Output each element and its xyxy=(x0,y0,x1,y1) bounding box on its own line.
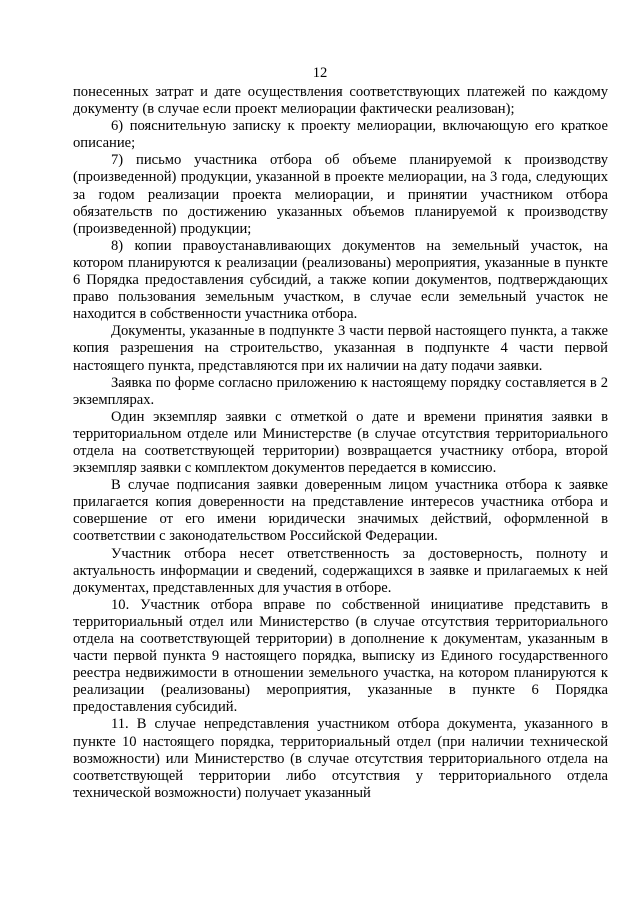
paragraph: понесенных затрат и дате осуществления соответствующих платежей по каждому документу (в случае если проект мелиорации фактически реализован); xyxy=(73,84,608,118)
document-body xyxy=(73,84,608,802)
page-number: 12 xyxy=(312,65,328,81)
paragraph: 11. В случае непредставления участником отбора документа, указанного в пункте 10 настоящего порядка, территориальный отдел (при наличии технической возможности) или Министерство (в случае отсутствия территориального отдела на соответствующей территории либо отсутствия у территориального отдела технической возможности) получает указанный xyxy=(73,716,608,801)
paragraph: В случае подписания заявки доверенным лицом участника отбора к заявке прилагается копия доверенности на представление интересов участника отбора и совершение от его имени юридически значимых действий, оформленной в соответствии с законодательством Российской Федерации. xyxy=(73,477,608,545)
paragraph: 6) пояснительную записку к проекту мелиорации, включающую его краткое описание; xyxy=(73,118,608,152)
paragraph: Участник отбора несет ответственность за достоверность, полноту и актуальность информации и сведений, содержащихся в заявке и прилагаемых к ней документах, представленных для участия в отборе. xyxy=(73,545,608,596)
paragraph: 7) письмо участника отбора об объеме планируемой к производству (произведенной) продукции, указанной в проекте мелиорации, на 3 года, следующих за годом реализации проекта мелиорации, и принятии участником отбора обязательств по достижению указанных объемов планируемой к производству (произведенной) продукции; xyxy=(73,152,608,237)
paragraph: 10. Участник отбора вправе по собственной инициативе представить в территориальный отдел или Министерство (в случае отсутствия территориального отдела на соответствующей территории) в дополнение к документам, указанным в части первой пункта 9 настоящего порядка, выписку из Единого государственного реестра недвижимости в отношении земельного участка, на котором планируются к реализации (реализованы) мероприятия, указанные в пункте 6 Порядка предоставления субсидий. xyxy=(73,596,608,716)
paragraph: 8) копии правоустанавливающих документов на земельный участок, на котором планируются к реализации (реализованы) мероприятия, указанные в пункте 6 Порядка предоставления субсидий, а также копии документов, подтверждающих право пользования земельным участком, в случае если земельный участок не находится в собственности участника отбора. xyxy=(73,237,608,323)
paragraph: Заявка по форме согласно приложению к настоящему порядку составляется в 2 экземплярах. xyxy=(73,374,608,408)
paragraph: Документы, указанные в подпункте 3 части первой настоящего пункта, а также копия разрешения на строительство, указанная в подпункте 4 части первой настоящего пункта, представляются при их наличии на дату подачи заявки. xyxy=(73,323,608,374)
paragraph: Один экземпляр заявки с отметкой о дате и времени принятия заявки в территориальном отделе или Министерстве (в случае отсутствия территориального отдела на соответствующей территории) возвращается участнику отбора, второй экземпляр заявки с комплектом документов передается в комиссию. xyxy=(73,408,608,477)
